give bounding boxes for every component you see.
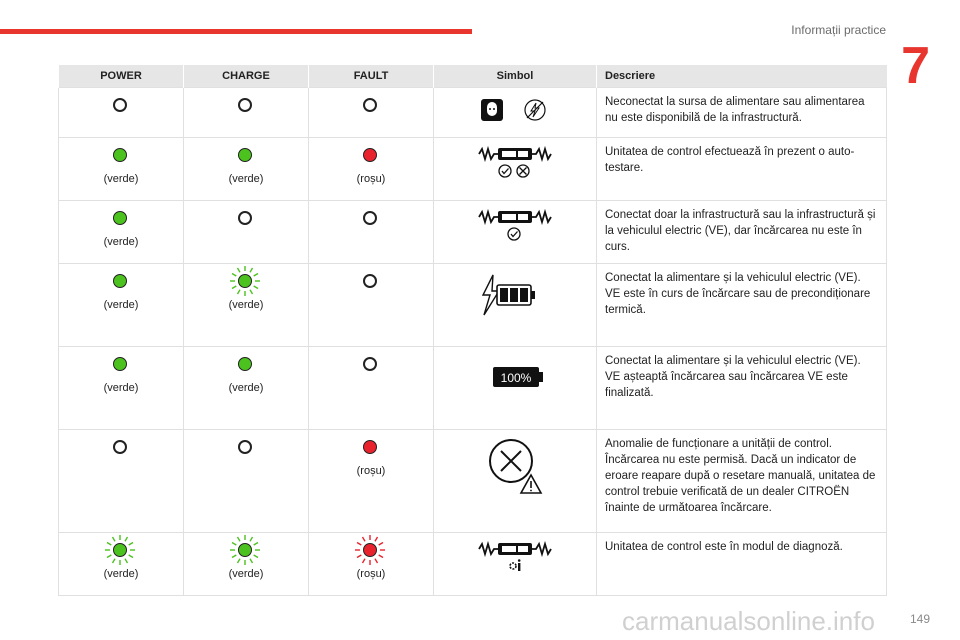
- led-dot-icon: [113, 543, 127, 557]
- cable-battery-diagnostic-icon: [434, 538, 596, 574]
- cell-power: [59, 88, 184, 138]
- cell-fault: [309, 430, 434, 533]
- cell-description: Conectat doar la infrastructură sau la infrastructură și la vehiculul electric (VE), dar încărcarea nu este în curs.: [597, 201, 887, 264]
- led-indicator-off: [351, 201, 391, 237]
- cell-power: [59, 533, 184, 596]
- led-indicator-green: [226, 138, 266, 174]
- table-row: [59, 347, 887, 430]
- led-dot-icon: [363, 357, 377, 371]
- page-number: 149: [909, 612, 930, 626]
- cell-description: Unitatea de control efectuează în prezent o auto-testare.: [597, 138, 887, 201]
- cell-fault: [309, 533, 434, 596]
- led-label: (roșu): [356, 568, 386, 580]
- led-dot-icon: [363, 274, 377, 288]
- led-indicator-green: [101, 347, 141, 383]
- led-indicator-green-blinking: [101, 533, 141, 569]
- led-label: (verde): [103, 173, 139, 185]
- led-dot-icon: [238, 440, 252, 454]
- table-header-row: [59, 65, 887, 88]
- cell-power: [59, 347, 184, 430]
- led-dot-icon: [238, 357, 252, 371]
- table-row: [59, 264, 887, 347]
- led-indicator-green: [101, 264, 141, 300]
- cell-description: Anomalie de funcționare a unității de control. Încărcarea nu este permisă. Dacă un indicator de eroare reapare după o resetare manuală, unitatea de control trebuie verificată de un dealer CITROËN înainte de următoarea încărcare.: [597, 430, 887, 533]
- led-indicator-green-blinking: [226, 264, 266, 300]
- led-dot-icon: [238, 211, 252, 225]
- cell-power: [59, 138, 184, 201]
- chapter-number: 7: [901, 37, 930, 95]
- led-indicator-green: [101, 201, 141, 237]
- led-dot-icon: [238, 274, 252, 288]
- cell-symbol: [434, 264, 597, 347]
- column-header-description: Descriere: [597, 65, 887, 88]
- cable-battery-check-icon: [434, 206, 596, 242]
- section-title: Informații practice: [791, 23, 886, 37]
- led-indicator-off: [101, 430, 141, 466]
- led-label: (verde): [103, 568, 139, 580]
- cell-charge: [184, 88, 309, 138]
- battery-full-icon: [434, 352, 596, 402]
- cell-description: Conectat la alimentare și la vehiculul electric (VE). VE așteaptă încărcarea sau încărcarea VE este finalizată.: [597, 347, 887, 430]
- led-dot-icon: [113, 274, 127, 288]
- led-indicator-off: [351, 347, 391, 383]
- led-indicator-green: [226, 347, 266, 383]
- led-indicator-green: [101, 138, 141, 174]
- led-dot-icon: [113, 211, 127, 225]
- led-dot-icon: [363, 98, 377, 112]
- cell-power: [59, 201, 184, 264]
- cell-charge: [184, 264, 309, 347]
- cell-fault: [309, 138, 434, 201]
- cell-charge: [184, 533, 309, 596]
- column-header-fault: FAULT: [309, 65, 434, 88]
- led-indicator-off: [351, 88, 391, 124]
- led-dot-icon: [113, 148, 127, 162]
- led-dot-icon: [238, 148, 252, 162]
- table-row: [59, 430, 887, 533]
- led-label: (verde): [103, 382, 139, 394]
- led-dot-icon: [238, 98, 252, 112]
- fault-cross-warning-icon: [434, 435, 596, 497]
- led-indicator-off: [351, 264, 391, 300]
- table-row: [59, 138, 887, 201]
- led-label: (verde): [228, 382, 264, 394]
- led-indicator-off: [226, 88, 266, 124]
- led-dot-icon: [363, 148, 377, 162]
- cell-description: Neconectat la sursa de alimentare sau alimentarea nu este disponibilă de la infrastructură.: [597, 88, 887, 138]
- led-dot-icon: [113, 440, 127, 454]
- led-label: (verde): [103, 299, 139, 311]
- led-indicator-red-blinking: [351, 533, 391, 569]
- socket-and-no-power-icon: [434, 93, 596, 127]
- top-accent-bar: [0, 29, 472, 34]
- cell-symbol: [434, 347, 597, 430]
- led-indicator-red: [351, 138, 391, 174]
- led-indicator-red: [351, 430, 391, 466]
- cell-fault: [309, 264, 434, 347]
- led-label: (verde): [228, 568, 264, 580]
- led-label: (verde): [228, 299, 264, 311]
- led-label: (roșu): [356, 173, 386, 185]
- battery-charging-icon: [434, 269, 596, 321]
- led-dot-icon: [363, 211, 377, 225]
- led-label: (verde): [228, 173, 264, 185]
- cell-power: [59, 430, 184, 533]
- cell-charge: [184, 347, 309, 430]
- indicator-table: [58, 65, 887, 596]
- cable-battery-check-cross-icon: [434, 143, 596, 179]
- led-dot-icon: [113, 98, 127, 112]
- table-row: [59, 533, 887, 596]
- cell-symbol: [434, 430, 597, 533]
- cell-symbol: [434, 138, 597, 201]
- watermark: carmanualsonline.info: [622, 606, 875, 636]
- cell-charge: [184, 138, 309, 201]
- cell-fault: [309, 347, 434, 430]
- led-indicator-off: [226, 430, 266, 466]
- cell-description: Conectat la alimentare și la vehiculul electric (VE). VE este în curs de încărcare sau de precondiționare termică.: [597, 264, 887, 347]
- led-indicator-green-blinking: [226, 533, 266, 569]
- table-row: [59, 201, 887, 264]
- cell-symbol: [434, 201, 597, 264]
- led-indicator-off: [101, 88, 141, 124]
- led-label: (verde): [103, 236, 139, 248]
- led-indicator-off: [226, 201, 266, 237]
- cell-description: Unitatea de control este în modul de diagnoză.: [597, 533, 887, 596]
- column-header-power: POWER: [59, 65, 184, 88]
- led-dot-icon: [363, 440, 377, 454]
- cell-fault: [309, 201, 434, 264]
- led-dot-icon: [113, 357, 127, 371]
- cell-charge: [184, 430, 309, 533]
- column-header-charge: CHARGE: [184, 65, 309, 88]
- svg-text:100%: 100%: [500, 371, 532, 385]
- led-dot-icon: [363, 543, 377, 557]
- cell-symbol: [434, 533, 597, 596]
- led-label: (roșu): [356, 465, 386, 477]
- table-row: [59, 88, 887, 138]
- cell-charge: [184, 201, 309, 264]
- column-header-symbol: Simbol: [434, 65, 597, 88]
- cell-power: [59, 264, 184, 347]
- led-dot-icon: [238, 543, 252, 557]
- cell-fault: [309, 88, 434, 138]
- cell-symbol: [434, 88, 597, 138]
